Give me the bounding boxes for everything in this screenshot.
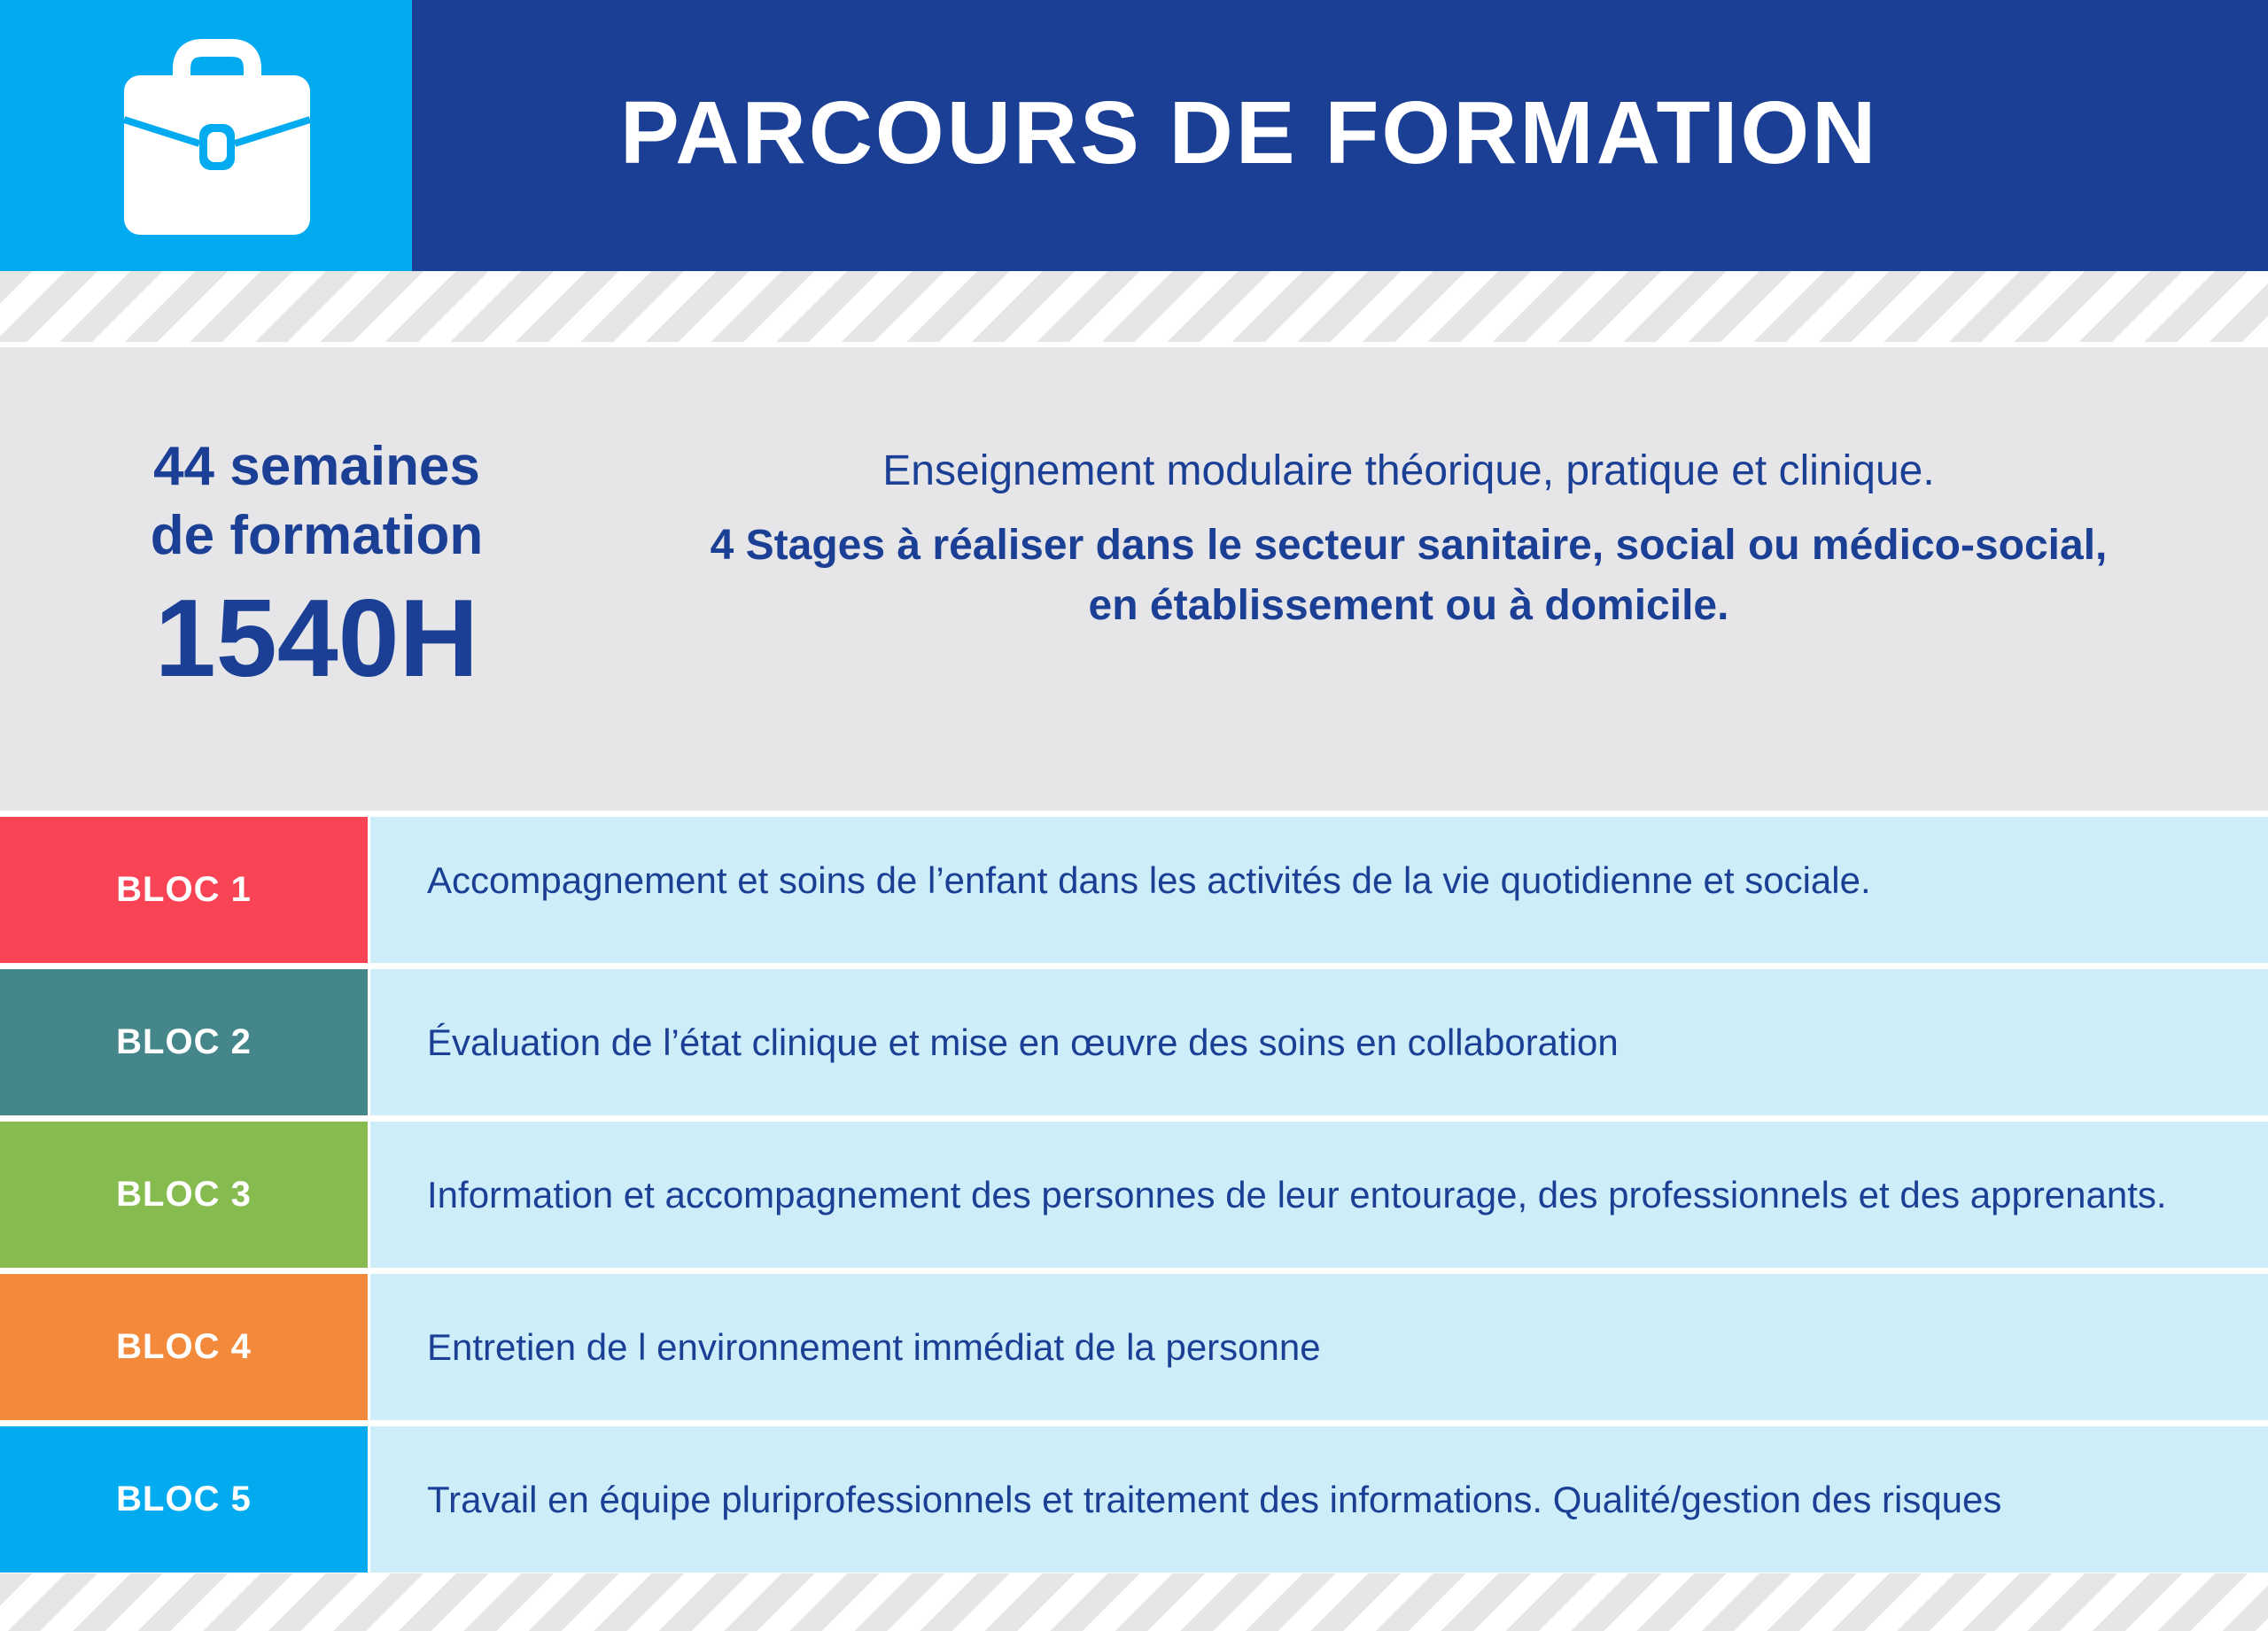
bloc-text-content: Information et accompagnement des personnes de leur entourage, des professionnels et des apprenants. bbox=[427, 1173, 2167, 1215]
bloc-text bbox=[370, 969, 2268, 1115]
duration-weeks-line2: de formation bbox=[150, 505, 484, 566]
description-line1: Enseignement modulaire théorique, pratique et clinique. bbox=[882, 447, 1935, 494]
decorative-stripe-bottom bbox=[0, 1573, 2268, 1631]
bloc-row-5 bbox=[0, 1426, 2268, 1573]
bloc-text bbox=[370, 1122, 2268, 1268]
description-stages bbox=[656, 516, 2162, 636]
bloc-label: BLOC 5 bbox=[0, 1426, 368, 1573]
briefcase-icon bbox=[111, 35, 323, 239]
bloc-text-content: Entretien de l environnement immédiat de la personne bbox=[427, 1325, 1321, 1368]
bloc-text-content: Travail en équipe pluriprofessionnels et traitement des informations. Qualité/gestion des risques bbox=[427, 1478, 2002, 1520]
summary-panel bbox=[0, 347, 2268, 811]
bloc-row-4 bbox=[0, 1274, 2268, 1420]
duration-weeks-line1: 44 semaines bbox=[153, 436, 480, 497]
bloc-label: BLOC 4 bbox=[0, 1274, 368, 1420]
description-stages-line2: en établissement ou à domicile. bbox=[1088, 582, 1729, 629]
bloc-text-content: Accompagnement et soins de l’enfant dans les activités de la vie quotidienne et sociale. bbox=[427, 859, 1871, 901]
bloc-label: BLOC 2 bbox=[0, 969, 368, 1115]
header-banner bbox=[0, 0, 2268, 271]
bloc-text bbox=[370, 817, 2268, 963]
decorative-stripe-top bbox=[0, 271, 2268, 342]
bloc-row-2 bbox=[0, 969, 2268, 1115]
bloc-text bbox=[370, 1274, 2268, 1420]
bloc-row-1 bbox=[0, 817, 2268, 963]
description-stages-line1: 4 Stages à réaliser dans le secteur sanitaire, social ou médico-social, bbox=[710, 522, 2108, 569]
bloc-text bbox=[370, 1426, 2268, 1573]
description-block bbox=[656, 445, 2162, 636]
bloc-label: BLOC 3 bbox=[0, 1122, 368, 1268]
page-title: PARCOURS DE FORMATION bbox=[620, 83, 1879, 183]
duration-block bbox=[0, 432, 633, 705]
bloc-row-3 bbox=[0, 1122, 2268, 1268]
duration-hours: 1540H bbox=[154, 578, 479, 700]
bloc-label: BLOC 1 bbox=[0, 817, 368, 963]
bloc-text-content: Évaluation de l’état clinique et mise en œuvre des soins en collaboration bbox=[427, 1021, 1619, 1063]
icon-box bbox=[0, 0, 412, 271]
